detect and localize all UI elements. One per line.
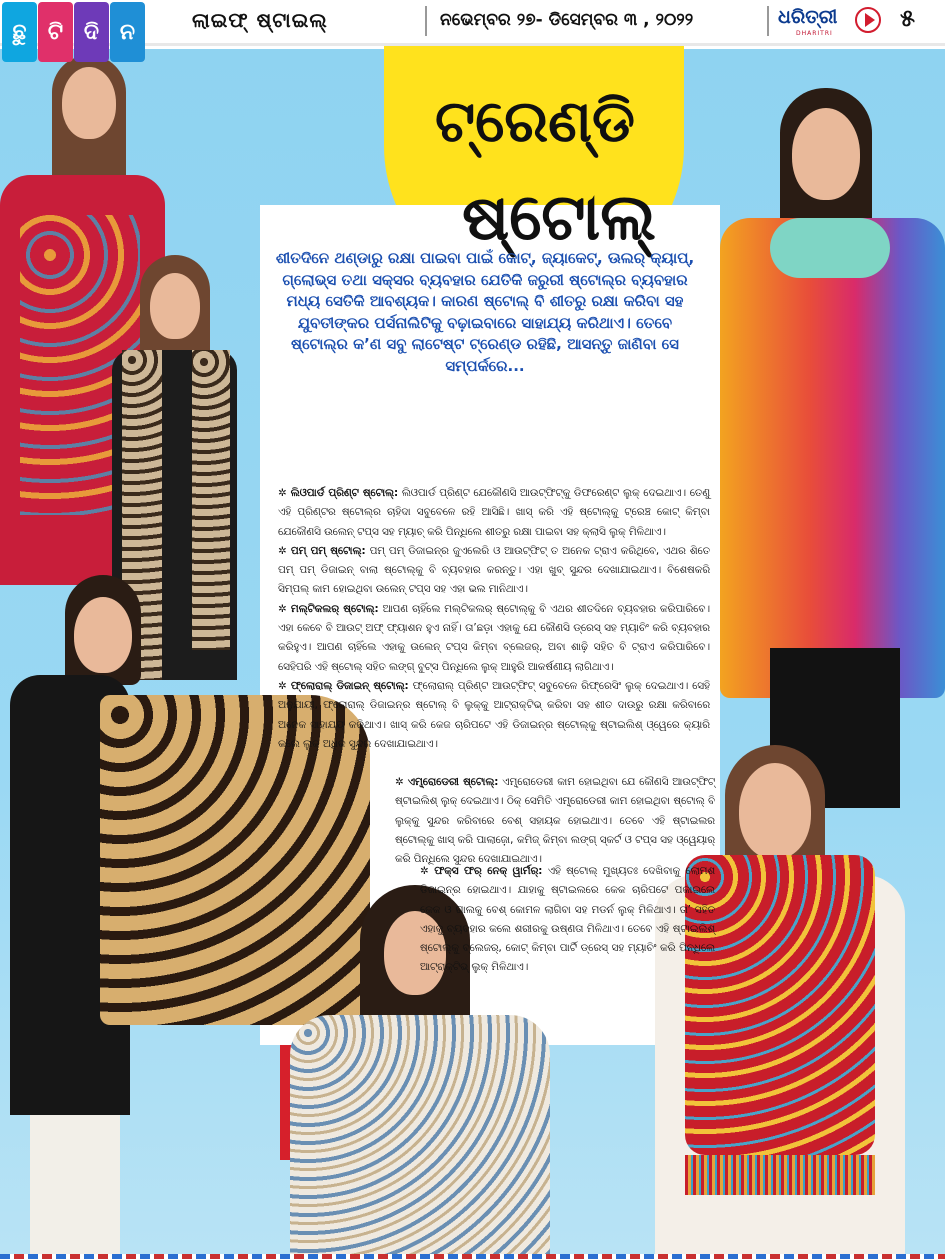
paragraph-heading: ✲ ଲିଓପାର୍ଡ ପ୍ରିଣ୍ଟ ଷ୍ଟୋଲ୍: <box>278 487 399 499</box>
article-body-end <box>420 862 715 978</box>
paragraph-heading: ✲ ଏମ୍ବ୍ରୋଡେରୀ ଷ୍ଟୋଲ୍: <box>395 776 499 788</box>
masthead-letter: ନ <box>110 2 145 62</box>
paragraph-heading: ✲ ପମ୍ ପମ୍ ଷ୍ଟୋଲ୍: <box>278 544 366 557</box>
footer-stripe <box>0 1254 945 1259</box>
article-paragraph <box>278 677 710 754</box>
masthead-logo <box>2 2 145 62</box>
page-header <box>0 0 945 46</box>
paragraph-text: ଫ୍ଲୋରାଲ୍ ପ୍ରିଣ୍ଟ ଆଉଟ୍‌ଫିଟ୍ ସବୁବେଳେ ରିଫ୍ରେସିଂ ଲୁକ୍ ଦେଇଥାଏ। ସେହି ଅନୁଯାୟୀ, ଫ୍ଲୋରାଲ୍ ଡିଜାଇନ୍‌ର ଷ୍ଟୋଲ୍ ବି ଲୁକ୍‌କୁ ଆଟ୍ରାକ୍ଟିଭ୍ କରିବା ସହ ଶୀତ ଦାଉରୁ ରକ୍ଷା କରିବାରେ ଅନେକ ସାହାଯ୍ୟ କରିଥାଏ। ଖାସ୍ କରି କେଜ ଚାରିପଟେ ଏହି ଡିଜାଇନ୍‌ର ଷ୍ଟୋଲ୍‌କୁ ଷ୍ଟାଇଲିଶ୍ ଓ୍ୱେରେ କ୍ୟାରି କଲେ ଲୁକ୍ ଅଧିକ ସୁନ୍ଦର ଦେଖାଯାଇଥାଏ। <box>278 679 710 750</box>
paragraph-text: ଆପଣ ଚାହିଁଲେ ମଲ୍ଟିକଲର୍ ଷ୍ଟୋଲ୍‌କୁ ବି ଏଥର ଶୀତଦିନେ ବ୍ୟବହାର କରିପାରିବେ। ଏହା କେବେ ବି ଆଉଟ୍ ଅଫ୍ ଫ୍ୟାଶନ ହୁଏ ନାହିଁ। ତା’ଛଡ଼ା ଏହାକୁ ଯେ କୌଣସି ଡ୍ରେସ୍ ସହ ମ୍ୟାଚିଂ କରି ବ୍ୟବହାର କରିହୁଏ। ଆପଣ ଚାହିଁଲେ ଏହାକୁ ଉଲେନ୍ ଟପ୍ସ କିମ୍ବା ବ୍ଲେଜର୍, ଅବା ଶାଢ଼ି ସହିତ ବି ଟ୍ରାଏ କରିପାରିବେ। ସେହିପରି ଏହି ଷ୍ଟୋଲ୍ ସହିତ ଲଙ୍ଗ୍ ବୁଟ୍ସ ପିନ୍ଧିଲେ ଲୁକ୍ ଆହୁରି ଆକର୍ଷଣୀୟ ଲାଗିଥାଏ। <box>278 602 710 673</box>
paragraph-text: ଲିଓପାର୍ଡ ପ୍ରିଣ୍ଟ ଯେକୌଣସି ଆଉଟ୍‌ଫିଟ୍‌କୁ ଡିଫରେଣ୍ଟ ଲୁକ୍ ଦେଇଥାଏ। ତେଣୁ ଏହି ପ୍ରିଣ୍ଟର ଷ୍ଟୋଲ୍‌ର ଚାହିଦା ସବୁବେଳେ ରହି ଆସିଛି। ଖାସ୍ କରି ଏହି ଷ୍ଟୋଲ୍‌କୁ ଟ୍ରେଞ୍ଚ କୋଟ୍ କିମ୍ବା ଯେକୌଣସି ଉଲେନ୍ ଟପ୍ସ ସହ ମ୍ୟାଚ୍ କରି ପିନ୍ଧିଲେ ଶୀତରୁ ରକ୍ଷା ପାଇବା ସହ କ୍ଲାସି ଲୁକ୍ ମିଳିଥାଏ। <box>278 487 710 538</box>
article-body <box>278 484 710 754</box>
paragraph-text: ଏହି ଷ୍ଟୋଲ୍ ମୁଖ୍ୟତଃ ଦେଖିବାକୁ ଲୋମଶ ଡିଜାଇନ୍‌ର ହୋଇଥାଏ। ଯାହାକୁ ଷ୍ଟାଇଲରେ କେକ ଚାରିପଟେ ପକାଇଲେ କେକ ଓ ଗାଲକୁ ବେଶ୍ କୋମଳ ଲାଗିବା ସହ ମଡର୍ନ ଲୁକ୍ ମିଳିଥାଏ। ତା’ ସହିତ ଏହାକୁ ବ୍ୟବହାର କଲେ ଶରୀରକୁ ଉଷ୍ଣତା ମିଳିଥାଏ। ତେବେ ଏହି ଷ୍ଟାଇଲିଶ୍ ଷ୍ଟୋଲ୍‌କୁ ବ୍ଲେଜର୍, କୋଟ୍ କିମ୍ବା ପାର୍ଟି ଡ୍ରେସ୍ ସହ ମ୍ୟାଚିଂ କରି ପିନ୍ଧିଲେ ଆଟ୍ରାକ୍ଟିଭ୍ ଲୁକ୍ ମିଳିଥାଏ। <box>420 865 715 974</box>
article-paragraph <box>420 862 715 978</box>
brand-subtitle: DHARITRI <box>796 30 833 37</box>
paragraph-text: ପମ୍ ପମ୍ ଡିଜାଇନ୍‌ର ଜୁଏଲେରି ଓ ଆଉଟ୍‌ଫିଟ୍ ତ ଅନେକ ଟ୍ରାଏ କରିଥିବେ, ଏଥର ଶିତେ ପମ୍ ପମ୍ ଡିଜାଇନ୍ ବାଲା ଷ୍ଟୋଲ୍‌କୁ ବି ବ୍ୟବହାର କରନ୍ତୁ। ଏହା ଖୁବ୍ ସୁନ୍ଦର ଦେଖାଯାଇଥାଏ। ବିଶେଷକରି ସିମ୍ପଲ୍ କାମ ହୋଇଥିବା ଉଲେନ୍ ଟପ୍ସ ସହ ଏହା ଭଲ ମାନିଥାଏ। <box>278 544 710 596</box>
header-divider <box>425 6 427 36</box>
paragraph-heading: ✲ ଫ୍ଲୋରାଲ୍ ଡିଜାଇନ୍ ଷ୍ଟୋଲ୍: <box>278 679 409 692</box>
page-number: ୫ <box>900 4 915 32</box>
brand-logo: ଧରିତ୍ରୀ <box>778 6 838 28</box>
header-divider <box>767 6 769 36</box>
issue-date: ନଭେମ୍ବର ୨୭- ଡିସେମ୍ବର ୩ , ୨୦୨୨ <box>440 10 694 30</box>
article-paragraph <box>278 542 710 600</box>
masthead-letter: ଛୁ <box>2 2 37 62</box>
article-paragraph <box>395 773 715 869</box>
article-body-continued <box>395 773 715 869</box>
headline-line-1: ଟ୍ରେଣ୍ଡି <box>434 87 636 155</box>
section-title: ଲାଇଫ୍ ଷ୍ଟାଇଲ୍ <box>192 8 328 32</box>
play-icon[interactable] <box>855 7 881 33</box>
masthead-letter: ଟି <box>38 2 73 62</box>
article-paragraph <box>278 484 710 542</box>
article-paragraph <box>278 600 710 677</box>
headline-line-2: ଷ୍ଟୋଲ୍ <box>462 181 656 255</box>
paragraph-heading: ✲ ମଲ୍ଟିକଲର୍ ଷ୍ଟୋଲ୍: <box>278 602 379 615</box>
masthead-letter: ଦି <box>74 2 109 62</box>
intro-paragraph: ଶୀତଦିନେ ଥଣ୍ଡାରୁ ରକ୍ଷା ପାଇବା ପାଇଁ କୋଟ୍, ଜ୍ୟାକେଟ୍, ଊଲର୍ କ୍ୟାପ୍, ଗ୍ଲୋଭ୍ସ ତଥା ସକ୍ସର ବ୍ୟବହାର ଯେତିକି ଜରୁରୀ ଷ୍ଟୋଲ୍‌ର ବ୍ୟବହାର ମଧ୍ୟ ସେତିକି ଆବଶ୍ୟକ। କାରଣ ଷ୍ଟୋଲ୍ ବି ଶୀତରୁ ରକ୍ଷା କରିବା ସହ ଯୁବତୀଙ୍କର ପର୍ସନାଲିଟିକୁ ବଢ଼ାଇବାରେ ସାହାଯ୍ୟ କରିଥାଏ। ତେବେ ଷ୍ଟୋଲ୍‌ର କ’ଣ ସବୁ ଲାଟେଷ୍ଟ ଟ୍ରେଣ୍ଡ ରହିଛି, ଆସନ୍ତୁ ଜାଣିବା ସେ ସମ୍ପର୍କରେ... <box>275 249 695 375</box>
paragraph-text: ଏମ୍ବ୍ରୋଡେରୀ କାମ ହୋଇଥିବା ଯେ କୌଣସି ଆଉଟ୍‌ଫିଟ୍ ଷ୍ଟାଇଲିଶ୍ ଲୁକ୍ ଦେଇଥାଏ। ଠିକ୍ ସେମିତି ଏମ୍ବ୍ରୋଡେରୀ କାମ ହୋଇଥିବା ଷ୍ଟୋଲ୍ ବି ଲୁକ୍‌କୁ ସୁନ୍ଦର କରିବାରେ ବେଶ୍ ସହାୟକ ହୋଇଥାଏ। ତେବେ ଏହି ଷ୍ଟାଇଲର ଷ୍ଟୋଲ୍‌କୁ ଖାସ୍ କରି ପାଲାଜ଼ୋ, କମିଜ୍ କିମ୍ବା ଲଙ୍ଗ୍ ସ୍କର୍ଟ ଓ ଟପ୍ସ ସହ ଓ୍ୱେୟାର୍ କରି ପିନ୍ଧିଲେ ସୁନ୍ଦର ଦେଖାଯାଇଥାଏ। <box>395 776 715 866</box>
paragraph-heading: ✲ ଫକ୍ସ ଫର୍ ନେକ୍ ୱାର୍ମର୍: <box>420 865 543 877</box>
